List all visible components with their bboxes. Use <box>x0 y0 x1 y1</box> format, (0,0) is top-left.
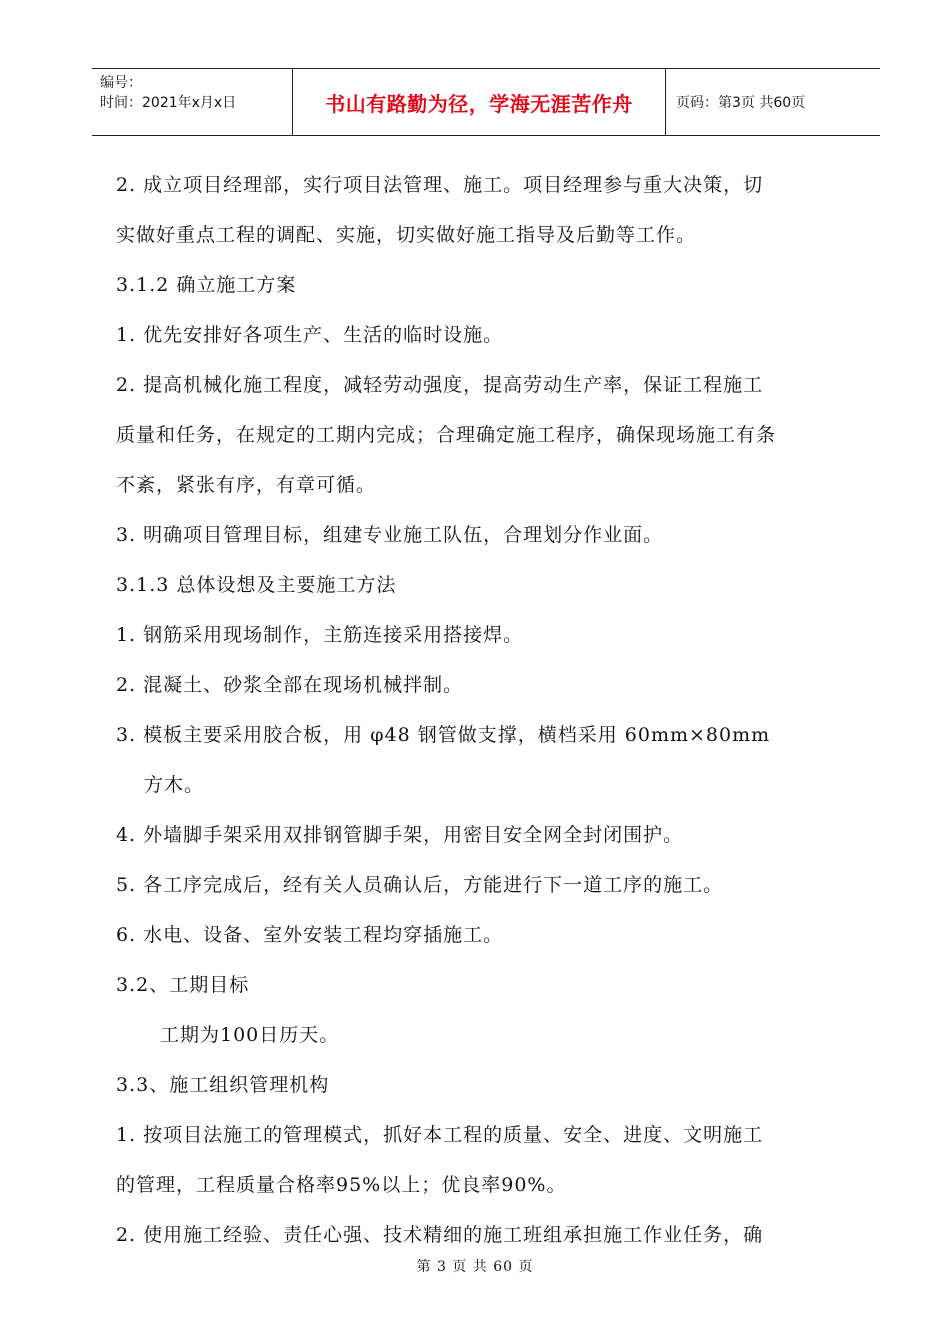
body-line: 1. 钢筋采用现场制作，主筋连接采用搭接焊。 <box>116 624 524 646</box>
body-line: 2. 使用施工经验、责任心强、技术精细的施工班组承担施工作业任务，确 <box>116 1224 764 1246</box>
body-line: 2. 提高机械化施工程度，减轻劳动强度，提高劳动生产率，保证工程施工 <box>116 374 764 396</box>
body-line: 2. 混凝土、砂浆全部在现场机械拌制。 <box>116 674 464 696</box>
body-line: 1. 按项目法施工的管理模式，抓好本工程的质量、安全、进度、文明施工 <box>116 1124 764 1146</box>
header-motto-cell <box>293 69 666 135</box>
body-line: 4. 外墙脚手架采用双排钢管脚手架，用密目安全网全封闭围护。 <box>116 824 684 846</box>
section-heading: 3.1.2 确立施工方案 <box>116 274 297 296</box>
body-line: 工期为100日历天。 <box>160 1024 340 1046</box>
document-time-label: 时间：2021年x月x日 <box>100 95 237 111</box>
body-line: 3. 明确项目管理目标，组建专业施工队伍，合理划分作业面。 <box>116 524 664 546</box>
body-line: 不紊，紧张有序，有章可循。 <box>116 474 377 496</box>
section-heading: 3.2、工期目标 <box>116 974 250 996</box>
header-motto: 书山有路勤为径，学海无涯苦作舟 <box>325 91 633 116</box>
body-line: 实做好重点工程的调配、实施，切实做好施工指导及后勤等工作。 <box>116 224 697 246</box>
body-line: 的管理，工程质量合格率95%以上；优良率90%。 <box>116 1174 567 1196</box>
header-page-cell <box>666 69 880 135</box>
body-line: 1. 优先安排好各项生产、生活的临时设施。 <box>116 324 504 346</box>
body-line: 2. 成立项目经理部，实行项目法管理、施工。项目经理参与重大决策，切 <box>116 174 764 196</box>
document-body <box>116 160 846 1260</box>
header-page-info: 页码：第3页 共60页 <box>676 95 806 111</box>
section-heading: 3.3、施工组织管理机构 <box>116 1074 330 1096</box>
body-line: 方木。 <box>144 774 205 796</box>
body-line: 3. 模板主要采用胶合板，用 φ48 钢管做支撑，横档采用 60mm×80mm <box>116 724 771 746</box>
body-line: 质量和任务，在规定的工期内完成；合理确定施工程序，确保现场施工有条 <box>116 424 777 446</box>
page-footer: 第 3 页 共 60 页 <box>416 1259 534 1275</box>
body-line: 5. 各工序完成后，经有关人员确认后，方能进行下一道工序的施工。 <box>116 874 724 896</box>
page-header <box>92 68 880 136</box>
header-meta-cell <box>92 69 293 135</box>
body-line: 6. 水电、设备、室外安装工程均穿插施工。 <box>116 924 504 946</box>
document-number-label: 编号： <box>100 75 142 91</box>
section-heading: 3.1.3 总体设想及主要施工方法 <box>116 574 397 596</box>
